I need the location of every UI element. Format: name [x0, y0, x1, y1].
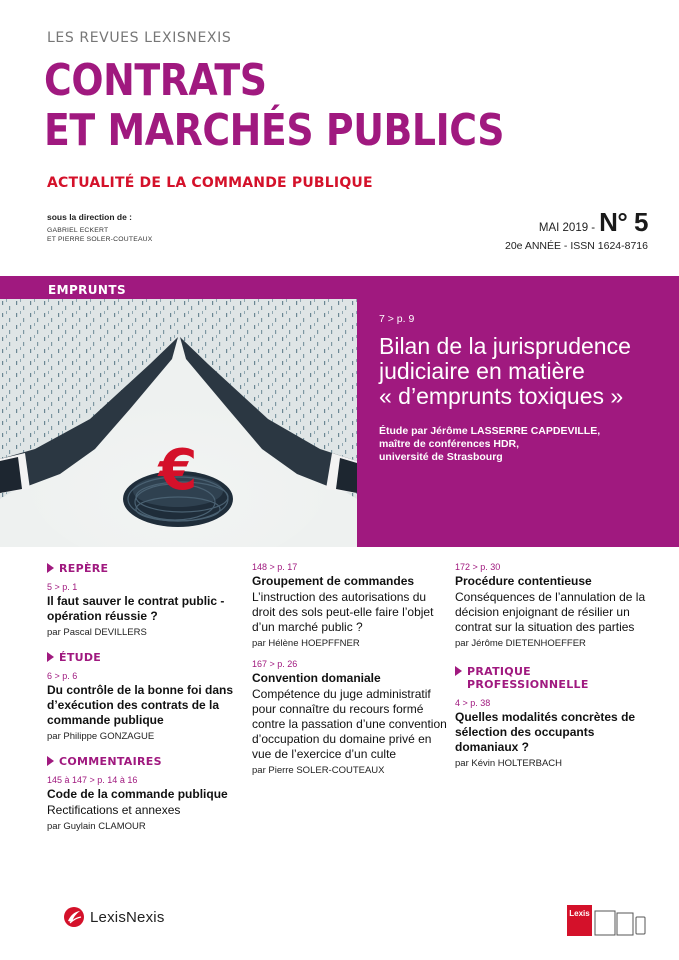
toc-column-2 [252, 562, 452, 776]
direction-label: sous la direction de : [47, 212, 133, 222]
entry-ref: 172 > p. 30 [455, 562, 501, 572]
entry-author: par Philippe GONZAGUE [47, 731, 155, 742]
entry-ref: 148 > p. 17 [252, 562, 298, 572]
toc-entry[interactable] [455, 562, 655, 649]
section-head-label: REPÈRE [59, 562, 109, 575]
entry-author: par Pierre SOLER-COUTEAUX [252, 765, 385, 776]
toc-entry[interactable] [47, 775, 247, 832]
feature-title-line-1: Bilan de la jurisprudence [379, 333, 631, 359]
series-label: LES REVUES LEXISNEXIS [47, 30, 232, 46]
euro-nest-icon [0, 299, 357, 547]
issue-meta: 20e ANNÉE - ISSN 1624-8716 [504, 240, 648, 252]
director-names [47, 226, 153, 244]
editorial-direction [47, 212, 153, 244]
entry-ref: 167 > p. 26 [252, 659, 298, 669]
publisher-logo [63, 906, 165, 928]
title-line-1: CONTRATS [44, 55, 267, 106]
section-head-commentaires [47, 755, 247, 768]
feature-ref: 7 > p. 9 [379, 313, 415, 325]
devices-icon [594, 909, 646, 937]
entry-ref: 145 à 147 > p. 14 à 16 [47, 775, 138, 785]
toc-entry[interactable] [47, 671, 247, 742]
entry-author: par Guylain CLAMOUR [47, 821, 146, 832]
entry-description: Rectifications et annexes [47, 803, 181, 817]
section-head-pratique [455, 665, 655, 691]
entry-title: Procédure contentieuse [455, 574, 592, 588]
entry-author: par Kévin HOLTERBACH [455, 758, 562, 769]
toc-entry[interactable] [252, 659, 452, 776]
entry-title: Groupement de commandes [252, 574, 415, 588]
issue-number: N° 5 [599, 207, 648, 237]
journal-title [44, 56, 504, 156]
entry-author: par Jérôme DIETENHOEFFER [455, 638, 586, 649]
entry-title: Quelles modalités concrètes de sélection des occupants domaniaux ? [455, 710, 636, 754]
entry-title: Code de la commande publique [47, 787, 228, 801]
section-head-label: PRATIQUE PROFESSIONNELLE [467, 665, 589, 691]
entry-author: par Pascal DEVILLERS [47, 627, 147, 638]
entry-description: Conséquences de l’annulation de la décision enjoignant de résilier un contrat sur la situation des parties [455, 590, 646, 634]
toc-entry[interactable] [252, 562, 452, 649]
feature-author-line-2: maître de conférences HDR, [379, 438, 520, 450]
feature-title-line-3: « d’emprunts toxiques » [379, 383, 624, 409]
entry-ref: 4 > p. 38 [455, 698, 491, 708]
toc-entry[interactable] [455, 698, 655, 769]
issue-info [505, 207, 648, 252]
triangle-bullet-icon [47, 652, 54, 662]
director-2: ET PIERRE SOLER-COUTEAUX [47, 236, 153, 243]
publisher-name: LexisNexis [90, 908, 165, 926]
section-head-label: COMMENTAIRES [59, 755, 162, 768]
entry-title: Du contrôle de la bonne foi dans d’exécution des contrats de la commande publique [47, 683, 234, 727]
entry-title: Il faut sauver le contrat public - opération réussie ? [47, 594, 225, 623]
feature-author-line-1: Étude par Jérôme LASSERRE CAPDEVILLE, [379, 425, 601, 437]
feature-article[interactable] [379, 313, 631, 464]
feature-author-line-3: université de Strasbourg [379, 451, 503, 463]
feature-title-line-2: judiciaire en matière [379, 358, 585, 384]
entry-title: Convention domaniale [252, 671, 381, 685]
lexisnexis-logo-icon [63, 906, 85, 928]
svg-text:€: € [158, 438, 198, 503]
triangle-bullet-icon [47, 563, 54, 573]
triangle-bullet-icon [47, 756, 54, 766]
entry-ref: 6 > p. 6 [47, 671, 78, 681]
triangle-bullet-icon [455, 666, 462, 676]
toc-entry[interactable] [47, 582, 247, 638]
journal-subtitle: ACTUALITÉ DE LA COMMANDE PUBLIQUE [47, 175, 373, 191]
toc-column-3 [455, 562, 655, 769]
lexis-badge: Lexis [567, 905, 592, 936]
toc-column-1 [47, 562, 247, 832]
entry-description: L’instruction des autorisations du droit des sols peut-elle faire l’objet d’un marché public ? [252, 590, 434, 634]
feature-author [379, 425, 631, 464]
section-head-etude [47, 651, 247, 664]
feature-banner [0, 276, 679, 547]
feature-title [379, 334, 631, 409]
section-head-repere [47, 562, 247, 575]
issue-date: MAI 2019 - [538, 222, 596, 234]
entry-author: par Hélène HOEPFFNER [252, 638, 360, 649]
illustration-svg [0, 299, 357, 547]
director-1: GABRIEL ECKERT [47, 227, 109, 234]
feature-section: EMPRUNTS [48, 283, 126, 297]
entry-ref: 5 > p. 1 [47, 582, 78, 592]
section-head-label: ÉTUDE [59, 651, 102, 664]
title-line-2: ET MARCHÉS PUBLICS [44, 105, 505, 156]
entry-description: Compétence du juge administratif pour connaître du recours formé contre la passation d’une convention d’occupation du domaine privé en vue de l’exercice d’un culte [252, 687, 447, 761]
